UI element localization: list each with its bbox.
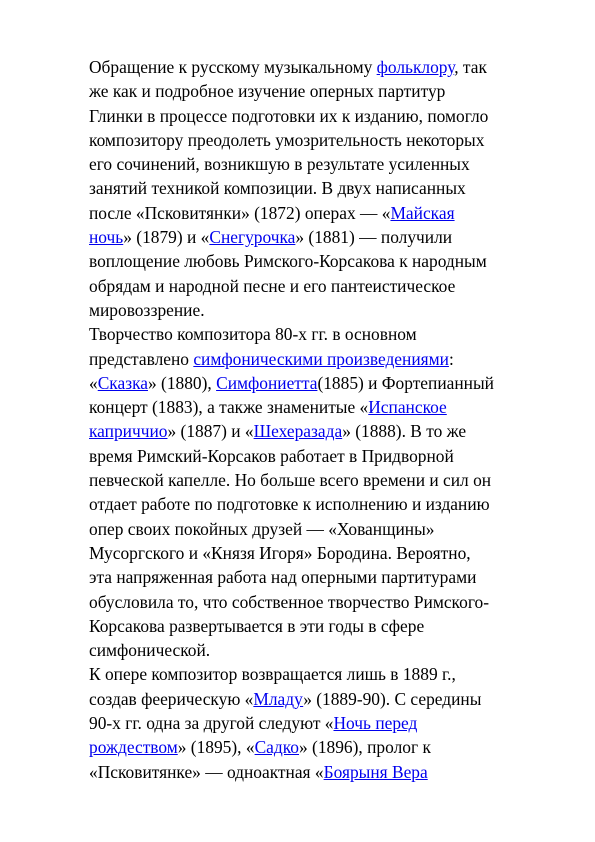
text-line [89, 687, 559, 711]
body-text: мировоззрение. [89, 299, 205, 320]
body-text: «Псковитянке» — одноактная « [89, 761, 324, 782]
text-line [89, 104, 559, 128]
text-line [89, 201, 559, 225]
body-text: , так [454, 57, 487, 77]
article-link[interactable]: Симфониетта [216, 372, 318, 393]
article-link[interactable]: Садко [254, 737, 300, 758]
text-line [89, 614, 559, 638]
text-line [89, 298, 559, 322]
body-text: представлено [89, 348, 194, 369]
article-link[interactable]: Младу [253, 688, 304, 709]
text-line [89, 79, 559, 103]
body-text: опер своих покойных друзей — «Хованщины» [89, 518, 435, 539]
body-text: эта напряженная работа над оперными партитурами [89, 567, 477, 588]
body-text: « [89, 372, 98, 393]
article-link[interactable]: фольклору [376, 57, 455, 77]
article-link[interactable]: каприччио [89, 421, 168, 442]
body-text: время Римский-Корсаков работает в Придворной [89, 445, 454, 466]
body-text: занятий техникой композиции. В двух написанных [89, 178, 466, 199]
body-text: Творчество композитора 80-х гг. в основном [89, 324, 417, 345]
body-text: » (1879) и « [123, 227, 210, 248]
body-text: Глинки в процессе подготовки их к изданию, помогло [89, 105, 489, 126]
article-body [89, 55, 559, 784]
body-text: певческой капелле. Но больше всего времени и сил он [89, 470, 492, 491]
body-text: 90-х гг. одна за другой следуют « [89, 713, 334, 734]
body-text: после «Псковитянки» (1872) операх — « [89, 202, 391, 223]
text-line [89, 347, 559, 371]
text-line [89, 760, 559, 784]
text-line [89, 152, 559, 176]
article-link[interactable]: Снегурочка [209, 227, 296, 248]
body-text: » (1889-90). С середины [303, 688, 482, 709]
body-text: » (1881) — получили [295, 227, 453, 248]
text-line [89, 322, 559, 346]
text-line [89, 468, 559, 492]
text-line [89, 541, 559, 565]
text-line [89, 565, 559, 589]
article-link[interactable]: Боярыня Вера [323, 761, 428, 782]
body-text: обрядам и народной песне и его пантеистическое [89, 275, 456, 296]
body-text: концерт (1883), а также знаменитые « [89, 397, 369, 418]
body-text: » (1880), [147, 372, 217, 393]
text-line [89, 590, 559, 614]
body-text: Обращение к русскому музыкальному [89, 57, 377, 77]
body-text: обусловила то, что собственное творчество Римского- [89, 591, 490, 612]
body-text: » (1888). В то же [342, 421, 467, 442]
body-text: (1885) и Фортепианный [317, 372, 494, 393]
body-text: воплощение любовь Римского-Корсакова к народным [89, 251, 487, 272]
text-line [89, 128, 559, 152]
article-link[interactable]: Шехеразада [253, 421, 343, 442]
body-text: создав феерическую « [89, 688, 254, 709]
body-text: Мусоргского и «Князя Игоря» Бородина. Вероятно, [89, 542, 471, 563]
article-link[interactable]: Ночь перед [333, 713, 418, 734]
body-text: » (1895), « [177, 737, 255, 758]
text-line [89, 492, 559, 516]
body-text: симфонической. [89, 640, 211, 661]
body-text: Корсакова развертывается в эти годы в сфере [89, 615, 425, 636]
text-line [89, 176, 559, 200]
text-line [89, 249, 559, 273]
article-link[interactable]: рождеством [89, 737, 178, 758]
article-link[interactable]: симфоническими произведениями [193, 348, 449, 369]
text-line [89, 662, 559, 686]
article-link[interactable]: Майская [390, 202, 455, 223]
body-text: : [448, 348, 454, 369]
body-text: » (1887) и « [167, 421, 254, 442]
text-line [89, 711, 559, 735]
text-line [89, 444, 559, 468]
body-text: его сочинений, возникшую в результате усиленных [89, 154, 470, 175]
body-text: композитору преодолеть умозрительность некоторых [89, 129, 485, 150]
text-line [89, 735, 559, 759]
body-text: » (1896), пролог к [299, 737, 431, 758]
article-link[interactable]: Сказка [97, 372, 148, 393]
text-line [89, 55, 559, 79]
body-text: отдает работе по подготовке к исполнению и изданию [89, 494, 490, 515]
article-link[interactable]: ночь [89, 227, 124, 248]
text-line [89, 225, 559, 249]
text-line [89, 638, 559, 662]
body-text: К опере композитор возвращается лишь в 1889 г., [89, 664, 456, 685]
text-line [89, 274, 559, 298]
text-line [89, 371, 559, 395]
body-text: же как и подробное изучение оперных партитур [89, 81, 446, 102]
text-line [89, 395, 559, 419]
text-line [89, 419, 559, 443]
text-line [89, 517, 559, 541]
article-link[interactable]: Испанское [368, 397, 447, 418]
